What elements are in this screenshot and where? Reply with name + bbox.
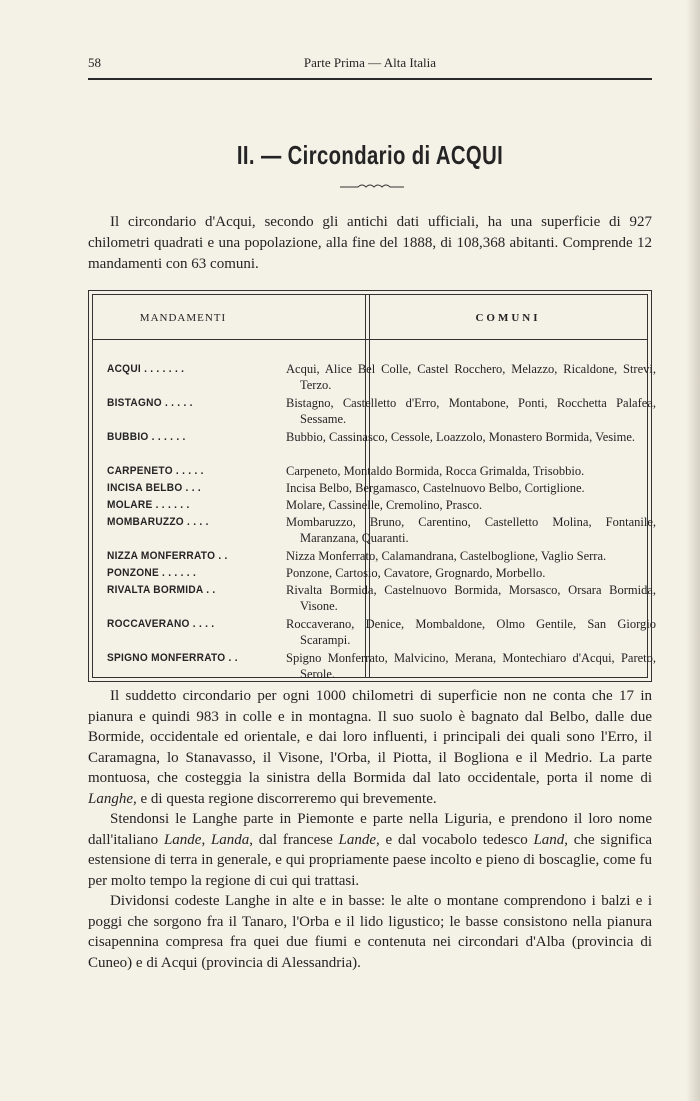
comuni-list: Acqui, Alice Bel Colle, Castel Rocchero, Melazzo, Ricaldone, Strevi, Terzo. [286, 362, 656, 392]
mandamento-name: BISTAGNO . . . . . [107, 397, 193, 409]
comuni-list: Bistagno, Castelletto d'Erro, Montabone, Ponti, Rocchetta Palafea, Sessame. [286, 396, 656, 426]
header-mandamenti: MANDAMENTI [139, 312, 227, 324]
table-row [93, 480, 649, 497]
mandamento-name: BUBBIO . . . . . . [107, 431, 186, 443]
mandamento-name: RIVALTA BORMIDA . . [107, 584, 216, 596]
term-lande: Lande [163, 831, 202, 848]
table-inner-border [92, 294, 656, 681]
mandamento-name: MOLARE . . . . . . [107, 499, 190, 511]
table-row [93, 582, 656, 616]
paragraph-1: Il suddetto circondario per ogni 1000 chilometri di superficie non ne conta che 17 in pianura e quindi 983 in colle e in montagna. Il suo suolo è bagnato dal Belbo, dalle due Bormide, occidentale ed orientale, e dai loro influenti, i principali dei quali sono l'Erro, il Caramagna, lo Stanavasso, il Visone, l'Orba, il Piotta, il Bogliona e il Medrio. La parte montuosa, che costeggia la sinistra della Bormida dal lato occidentale, porta il nome di Langhe, e di questa regione discorreremo qui brevemente. [88, 688, 652, 807]
page-edge-shadow [686, 0, 700, 1101]
mandamento-name: ACQUI . . . . . . . [107, 363, 185, 375]
mandamento-name: MOMBARUZZO . . . . [107, 516, 209, 528]
table-row [93, 395, 656, 429]
comuni-list: Nizza Monferrato, Calamandrana, Castelboglione, Vaglio Serra. [286, 549, 607, 563]
comuni-list: Molare, Cassinelle, Cremolino, Prasco. [286, 498, 483, 512]
mandamento-name: ROCCAVERANO . . . . [107, 618, 215, 630]
table-row [93, 650, 656, 684]
comuni-list: Mombaruzzo, Bruno, Carentino, Castelletto Molina, Fontanile, Maranzana, Quaranti. [286, 515, 656, 545]
comuni-list: Spigno Monferrato, Malvicino, Merana, Montechiaro d'Acqui, Pareto, Serole. [286, 651, 656, 681]
paragraph-3: Dividonsi codeste Langhe in alte e in basse: le alte o montane comprendono i balzi e i poggi che sorgono fra il Tanaro, l'Orba e il lido ligustico; le basse consistono nella pianura cisapennina compresa fra quei due fiumi e contenuta nei circondari d'Alba (provincia di Cuneo) e di Acqui (provincia di Alessandria). [88, 893, 652, 971]
term-landa: Landa [210, 831, 250, 848]
intro-text: Il circondario d'Acqui, secondo gli antichi dati ufficiali, ha una superficie di 927 chilometri quadrati e una popolazione, alla fine del 1888, di 108,368 abitanti. Comprende 12 mandamenti con 63 comuni. [88, 214, 652, 272]
table-row [93, 548, 649, 565]
comuni-list: Carpeneto, Montaldo Bormida, Rocca Grimalda, Trisobbio. [286, 464, 585, 478]
header-rule-table [93, 339, 647, 340]
comuni-list: Roccaverano, Denice, Mombaldone, Olmo Gentile, San Giorgio Scarampi. [286, 617, 656, 647]
mandamento-name: NIZZA MONFERRATO . . [107, 550, 228, 562]
term-land: Land [533, 831, 565, 848]
table-body [93, 361, 656, 684]
section-title: II. — Circondario di ACQUI [236, 140, 504, 170]
comuni-list: Incisa Belbo, Bergamasco, Castelnuovo Belbo, Cortiglione. [286, 481, 585, 495]
table-row [93, 565, 649, 582]
comuni-list: Bubbio, Cassinasco, Cessole, Loazzolo, Monastero Bormida, Vesime. [286, 430, 636, 444]
table-row [93, 429, 649, 463]
comuni-list: Rivalta Bormida, Castelnuovo Bormida, Morsasco, Orsara Bormida, Visone. [286, 583, 656, 613]
paragraph-2: Stendonsi le Langhe parte in Piemonte e parte nella Liguria, e prendono il loro nome dall'italiano Lande, Landa, dal francese Lande, e dal vocabolo tedesco Land, che significa estensione di terra in generale, e qui propriamente paese incolto e pieno di boscaglie, come fu per molto tempo la regione di cui qui trattasi. [88, 811, 652, 889]
ornament-flourish-icon [338, 181, 406, 191]
running-head: Parte Prima — Alta Italia [303, 55, 437, 70]
intro-paragraph [88, 212, 652, 275]
mandamento-name: SPIGNO MONFERRATO . . [107, 652, 238, 664]
body-text [88, 686, 652, 973]
mandamento-name: PONZONE . . . . . . [107, 567, 197, 579]
table-row [93, 616, 656, 650]
mandamento-name: INCISA BELBO . . . [107, 482, 201, 494]
header-comuni: COMUNI [475, 312, 541, 324]
table-row [93, 361, 656, 395]
term-langhe: Langhe [88, 790, 133, 807]
term-lande-fr: Lande [338, 831, 377, 848]
table-row [93, 497, 649, 514]
mandamento-name: CARPENETO . . . . . [107, 465, 204, 477]
header-rule [88, 78, 652, 80]
comuni-list: Ponzone, Cartosio, Cavatore, Grognardo, Morbello. [286, 566, 546, 580]
table-row [93, 514, 656, 548]
page-number: 58 [88, 55, 101, 70]
table-row [93, 463, 649, 480]
page-header [88, 55, 652, 77]
mandamenti-table [88, 290, 656, 682]
